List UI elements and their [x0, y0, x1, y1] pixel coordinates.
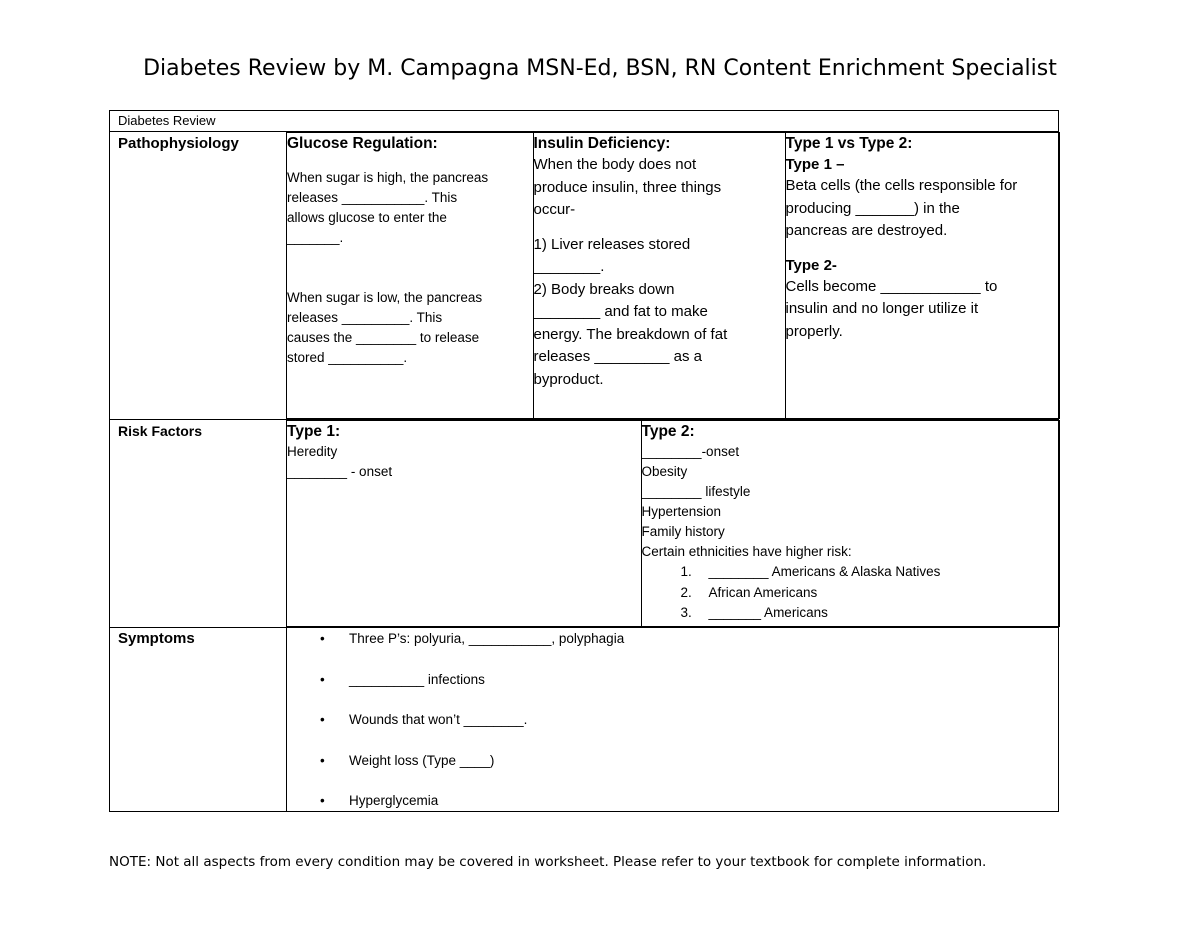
- pathophysiology-row: [110, 132, 1059, 420]
- diabetes-review-table: [109, 110, 1059, 812]
- list-item: 1. ________ Americans & Alaska Natives: [696, 562, 1059, 583]
- bullet-icon: •: [320, 712, 325, 727]
- insulin-deficiency-cell: [533, 133, 785, 419]
- glucose-high-text: When sugar is high, the pancreas releases ___________. This allows glucose to enter the _______.: [287, 170, 489, 245]
- document-title: Diabetes Review by M. Campagna MSN-Ed, BSN, RN Content Enrichment Specialist: [143, 56, 1057, 81]
- symptoms-label: Symptoms: [110, 628, 287, 812]
- risk-factors-label: Risk Factors: [110, 420, 287, 628]
- risk-factors-row: [110, 420, 1059, 628]
- table-caption: Diabetes Review: [110, 111, 1059, 132]
- ethnicity-list: [642, 562, 1059, 624]
- bullet-icon: •: [320, 793, 325, 808]
- list-item: • __________ infections: [287, 670, 1058, 690]
- bullet-icon: •: [320, 752, 325, 768]
- pathophysiology-label: Pathophysiology: [110, 132, 287, 420]
- insulin-deficiency-heading: Insulin Deficiency:: [533, 135, 671, 152]
- symptoms-list: [287, 629, 1058, 811]
- risk-factors-columns: [287, 420, 1060, 627]
- risk-type1-list: Heredity ________ - onset: [287, 444, 393, 479]
- type1-vs-type2-cell: [785, 133, 1059, 419]
- footer-note: NOTE: Not all aspects from every condition may be covered in worksheet. Please refer to your textbook for complete information.: [109, 854, 987, 870]
- symptoms-content: [287, 628, 1059, 812]
- symptoms-row: [110, 628, 1059, 812]
- insulin-item-1: 1) Liver releases stored ________.: [533, 235, 691, 275]
- list-item: • Weight loss (Type ____): [287, 751, 1058, 771]
- risk-type1-cell: [287, 421, 641, 627]
- insulin-item-2: 2) Body breaks down ________ and fat to make energy. The breakdown of fat releases _________ as a byproduct.: [533, 280, 728, 388]
- pathophysiology-columns: [287, 132, 1060, 419]
- list-item: 3. _______ Americans: [696, 603, 1059, 624]
- type1-description: Beta cells (the cells responsible for producing _______) in the pancreas are destroyed.: [785, 177, 1018, 239]
- list-item: • Three P’s: polyuria, ___________, polyphagia: [287, 629, 1058, 649]
- bullet-icon: •: [320, 671, 325, 687]
- pathophysiology-content: [287, 132, 1059, 420]
- glucose-low-text: When sugar is low, the pancreas releases _________. This causes the ________ to release stored __________.: [287, 290, 483, 365]
- risk-type1-heading: Type 1:: [287, 423, 341, 440]
- type1-label: Type 1 –: [785, 156, 845, 173]
- risk-type2-cell: [641, 421, 1059, 627]
- risk-type2-list: ________-onset Obesity ________ lifestyle Hypertension Family history Certain ethnicities have higher risk:: [641, 444, 852, 559]
- risk-factors-content: [287, 420, 1059, 628]
- type2-label: Type 2-: [785, 256, 837, 274]
- bullet-icon: •: [320, 631, 325, 646]
- glucose-regulation-cell: [287, 133, 533, 419]
- risk-type2-heading: Type 2:: [641, 423, 695, 440]
- type1-vs-type2-heading: Type 1 vs Type 2:: [785, 135, 913, 152]
- list-item: • Wounds that won’t ________.: [287, 710, 1058, 730]
- type2-description: Cells become ____________ to insulin and no longer utilize it properly.: [785, 277, 998, 340]
- caption-row: [110, 111, 1059, 132]
- list-item: • Hyperglycemia: [287, 791, 1058, 811]
- glucose-regulation-heading: Glucose Regulation:: [287, 135, 438, 152]
- insulin-intro-text: When the body does not produce insulin, three things occur-: [533, 156, 722, 218]
- list-item: 2. African Americans: [696, 583, 1059, 604]
